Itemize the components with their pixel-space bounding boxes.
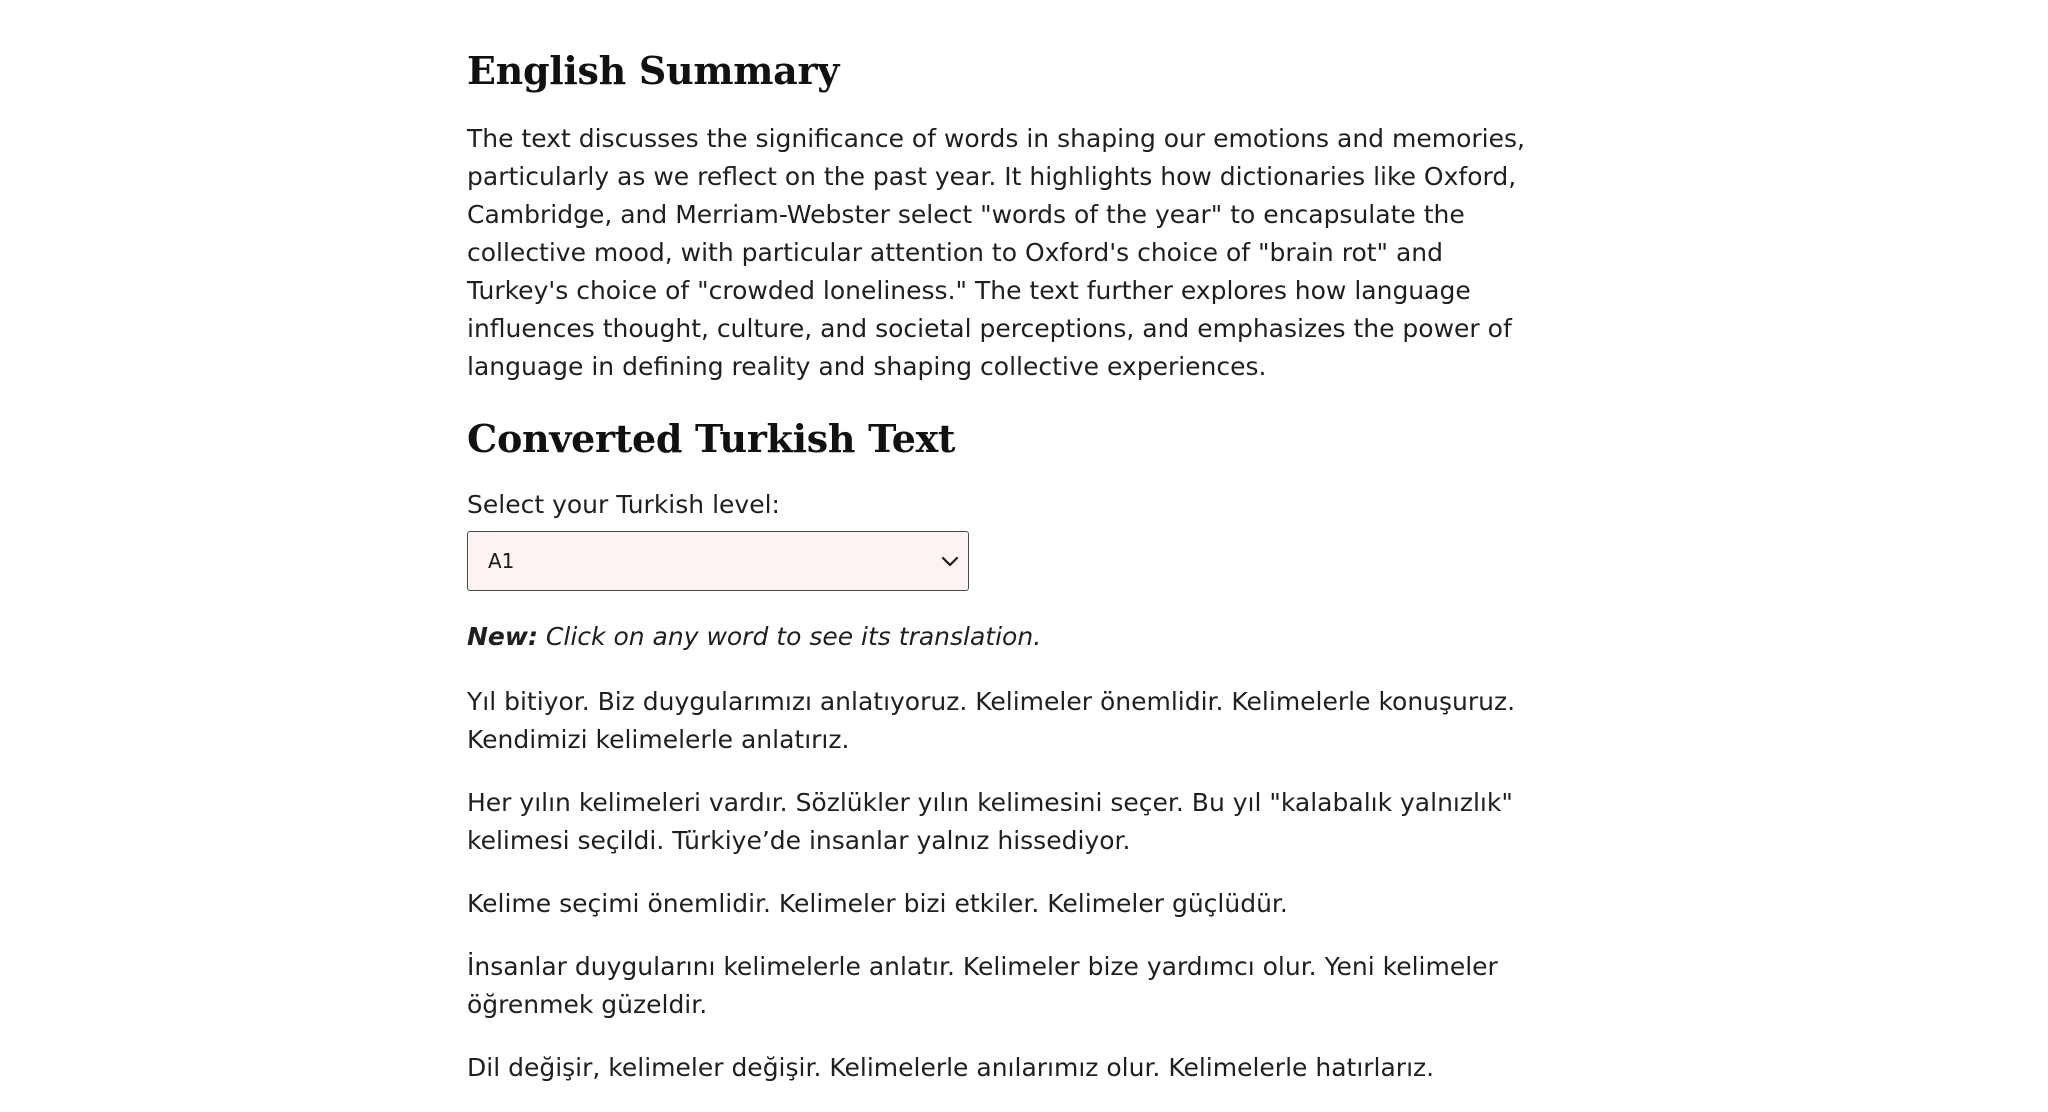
turkish-text-heading: Converted Turkish Text [467, 415, 956, 461]
translation-note [467, 621, 1527, 653]
note-text: Click on any word to see its translation. [537, 622, 1042, 652]
turkish-paragraph[interactable]: Kelime seçimi önemlidir. Kelimeler bizi etkiler. Kelimeler güçlüdür. [467, 889, 1288, 919]
level-select-label: Select your Turkish level: [467, 490, 780, 520]
turkish-paragraph[interactable]: Yıl bitiyor. Biz duygularımızı anlatıyoruz. Kelimeler önemlidir. Kelimelerle konuşuruz. Kendimizi kelimelerle anlatırız. [467, 687, 1516, 755]
level-select-wrapper[interactable] [467, 531, 969, 591]
main-content [467, 48, 1527, 1112]
turkish-paragraph[interactable]: Dil değişir, kelimeler değişir. Kelimelerle anılarımız olur. Kelimelerle hatırlarız. [467, 1053, 1435, 1083]
english-summary-text: The text discusses the significance of words in shaping our emotions and memories, particularly as we reflect on the past year. It highlights how dictionaries like Oxford, Cambridge, and Merriam-Webster select "words of the year" to encapsulate the collective mood, with particular attention to Oxford's choice of "brain rot" and Turkey's choice of "crowded loneliness." The text further explores how language influences thought, culture, and societal perceptions, and emphasizes the power of language in defining reality and shaping collective experiences. [467, 123, 1525, 381]
turkish-level-select[interactable] [467, 531, 969, 591]
note-label: New: [467, 622, 538, 652]
english-summary-heading: English Summary [467, 48, 839, 93]
turkish-paragraph[interactable]: Her yılın kelimeleri vardır. Sözlükler yılın kelimesini seçer. Bu yıl "kalabalık yalnızlık" kelimesi seçildi. Türkiye’de insanlar yalnız hissediyor. [467, 788, 1513, 856]
turkish-paragraphs [467, 683, 1527, 1087]
turkish-paragraph[interactable]: İnsanlar duygularını kelimelerle anlatır. Kelimeler bize yardımcı olur. Yeni kelimeler öğrenmek güzeldir. [467, 952, 1498, 1020]
